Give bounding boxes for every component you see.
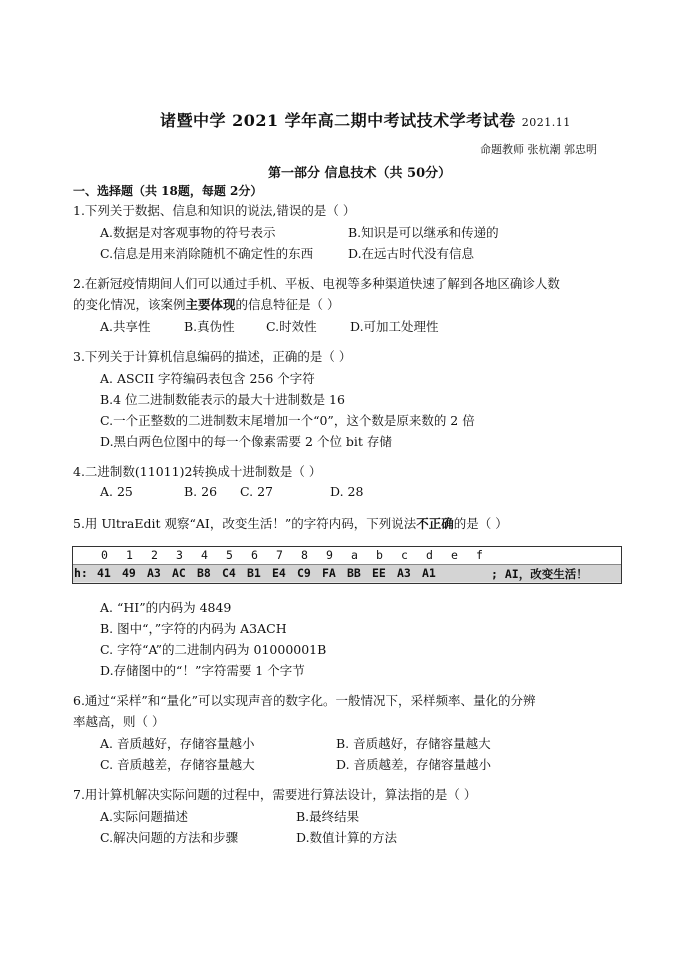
question-5-option-d: D.存储图中的“！”字符需要 1 个字节 bbox=[100, 663, 305, 678]
question-2-stem-emphasis: 主要体现 bbox=[185, 297, 236, 312]
question-7-option-b: B.最终结果 bbox=[296, 809, 360, 824]
question-4-option-a: A. 25 bbox=[100, 484, 133, 499]
question-4-option-b: B. 26 bbox=[184, 484, 218, 499]
hex-byte: E4 bbox=[272, 566, 286, 580]
hex-byte: AC bbox=[172, 566, 186, 580]
hex-col-d: d bbox=[426, 548, 433, 562]
question-1-stem: 1.下列关于数据、信息和知识的说法,错误的是（ ） bbox=[73, 203, 356, 218]
question-5-option-b: B. 图中“，”字符的内码为 A3ACH bbox=[100, 621, 287, 636]
section-title: 一、选择题（共 18题，每题 2分） bbox=[73, 184, 263, 198]
exam-date: 2021.11 bbox=[521, 116, 571, 129]
question-6-option-a: A. 音质越好，存储容量越小 bbox=[100, 736, 255, 751]
hex-col-9: 9 bbox=[326, 548, 333, 562]
question-2-option-a: A.共享性 bbox=[100, 319, 151, 334]
question-3-stem: 3.下列关于计算机信息编码的描述，正确的是（ ） bbox=[73, 349, 352, 364]
hex-byte: 49 bbox=[122, 566, 136, 580]
hex-col-6: 6 bbox=[251, 548, 258, 562]
hex-byte: A3 bbox=[147, 566, 161, 580]
hex-byte: FA bbox=[322, 566, 336, 580]
ultraedit-hex-figure bbox=[72, 546, 622, 584]
question-2-option-c: C.时效性 bbox=[266, 319, 317, 334]
hex-byte: A3 bbox=[397, 566, 411, 580]
question-5-option-a: A. “HI”的内码为 4849 bbox=[100, 600, 232, 615]
question-1-option-a: A.数据是对客观事物的符号表示 bbox=[100, 225, 276, 240]
question-3-option-d: D.黑白两色位图中的每一个像素需要 2 个位 bit 存储 bbox=[100, 434, 392, 449]
question-5-option-c: C. 字符“A”的二进制内码为 01000001B bbox=[100, 642, 327, 657]
question-6-option-d: D. 音质越差，存储容量越小 bbox=[336, 757, 492, 772]
hex-col-0: 0 bbox=[101, 548, 108, 562]
exam-title bbox=[160, 108, 571, 131]
authors-line: 命题教师 张杭潮 郭忠明 bbox=[480, 143, 597, 156]
question-5-stem-post: 的是（ ） bbox=[453, 516, 508, 531]
hex-col-b: b bbox=[376, 548, 383, 562]
hex-col-1: 1 bbox=[126, 548, 133, 562]
question-5-stem-emphasis: 不正确 bbox=[416, 516, 454, 531]
question-6-option-b: B. 音质越好，存储容量越大 bbox=[336, 736, 491, 751]
hex-byte: B1 bbox=[247, 566, 261, 580]
question-7-option-c: C.解决问题的方法和步骤 bbox=[100, 830, 239, 845]
exam-title-text: 诸暨中学 2021 学年高二期中考试技术学考试卷 bbox=[160, 111, 516, 130]
hex-col-f: f bbox=[476, 548, 483, 562]
question-1-option-d: D.在远古时代没有信息 bbox=[348, 246, 475, 261]
question-5-stem bbox=[73, 515, 508, 533]
question-7-stem: 7.用计算机解决实际问题的过程中，需要进行算法设计，算法指的是（ ） bbox=[73, 787, 477, 802]
question-2-stem-line1: 2.在新冠疫情期间人们可以通过手机、平板、电视等多种渠道快速了解到各地区确诊人数 bbox=[73, 276, 560, 291]
hex-col-a: a bbox=[351, 548, 358, 562]
question-5-stem-pre: 5.用 UltraEdit 观察“AI，改变生活！”的字符内码，下列说法 bbox=[73, 516, 417, 531]
question-3-option-c: C.一个正整数的二进制数末尾增加一个“0”，这个数是原来数的 2 倍 bbox=[100, 413, 475, 428]
question-3-option-b: B.4 位二进制数能表示的最大十进制数是 16 bbox=[100, 392, 345, 407]
hex-byte: C9 bbox=[297, 566, 311, 580]
hex-data-row bbox=[73, 565, 621, 582]
question-4-stem: 4.二进制数(11011)2转换成十进制数是（ ） bbox=[73, 464, 322, 479]
hex-byte: C4 bbox=[222, 566, 236, 580]
question-1-option-b: B.知识是可以继承和传递的 bbox=[348, 225, 499, 240]
hex-byte: B8 bbox=[197, 566, 211, 580]
question-1-option-c: C.信息是用来消除随机不确定性的东西 bbox=[100, 246, 314, 261]
question-4-option-d: D. 28 bbox=[330, 484, 364, 499]
hex-col-2: 2 bbox=[151, 548, 158, 562]
part-title: 第一部分 信息技术（共 50分） bbox=[268, 166, 452, 181]
hex-text-column: ; AI，改变生活！ bbox=[491, 567, 588, 581]
hex-col-7: 7 bbox=[276, 548, 283, 562]
hex-col-5: 5 bbox=[226, 548, 233, 562]
hex-row-prefix: h: bbox=[74, 566, 88, 580]
hex-col-3: 3 bbox=[176, 548, 183, 562]
question-2-stem-line2 bbox=[73, 296, 340, 314]
hex-col-e: e bbox=[451, 548, 458, 562]
hex-column-header bbox=[73, 547, 621, 565]
question-2-option-b: B.真伪性 bbox=[184, 319, 235, 334]
hex-col-c: c bbox=[401, 548, 408, 562]
hex-byte: 41 bbox=[97, 566, 111, 580]
question-2-stem-pre: 的变化情况，该案例 bbox=[73, 297, 186, 312]
hex-byte: EE bbox=[372, 566, 386, 580]
question-6-stem-line1: 6.通过“采样”和“量化”可以实现声音的数字化。一般情况下，采样频率、量化的分辨 bbox=[73, 693, 536, 708]
question-6-stem-line2: 率越高，则（ ） bbox=[73, 714, 165, 729]
hex-col-8: 8 bbox=[301, 548, 308, 562]
question-7-option-a: A.实际问题描述 bbox=[100, 809, 189, 824]
question-4-option-c: C. 27 bbox=[240, 484, 273, 499]
question-6-option-c: C. 音质越差，存储容量越大 bbox=[100, 757, 255, 772]
question-3-option-a: A. ASCII 字符编码表包含 256 个字符 bbox=[100, 371, 315, 386]
hex-byte: A1 bbox=[422, 566, 436, 580]
hex-col-4: 4 bbox=[201, 548, 208, 562]
question-2-option-d: D.可加工处理性 bbox=[350, 319, 439, 334]
question-2-stem-post: 的信息特征是（ ） bbox=[235, 297, 340, 312]
hex-byte: BB bbox=[347, 566, 361, 580]
question-7-option-d: D.数值计算的方法 bbox=[296, 830, 398, 845]
